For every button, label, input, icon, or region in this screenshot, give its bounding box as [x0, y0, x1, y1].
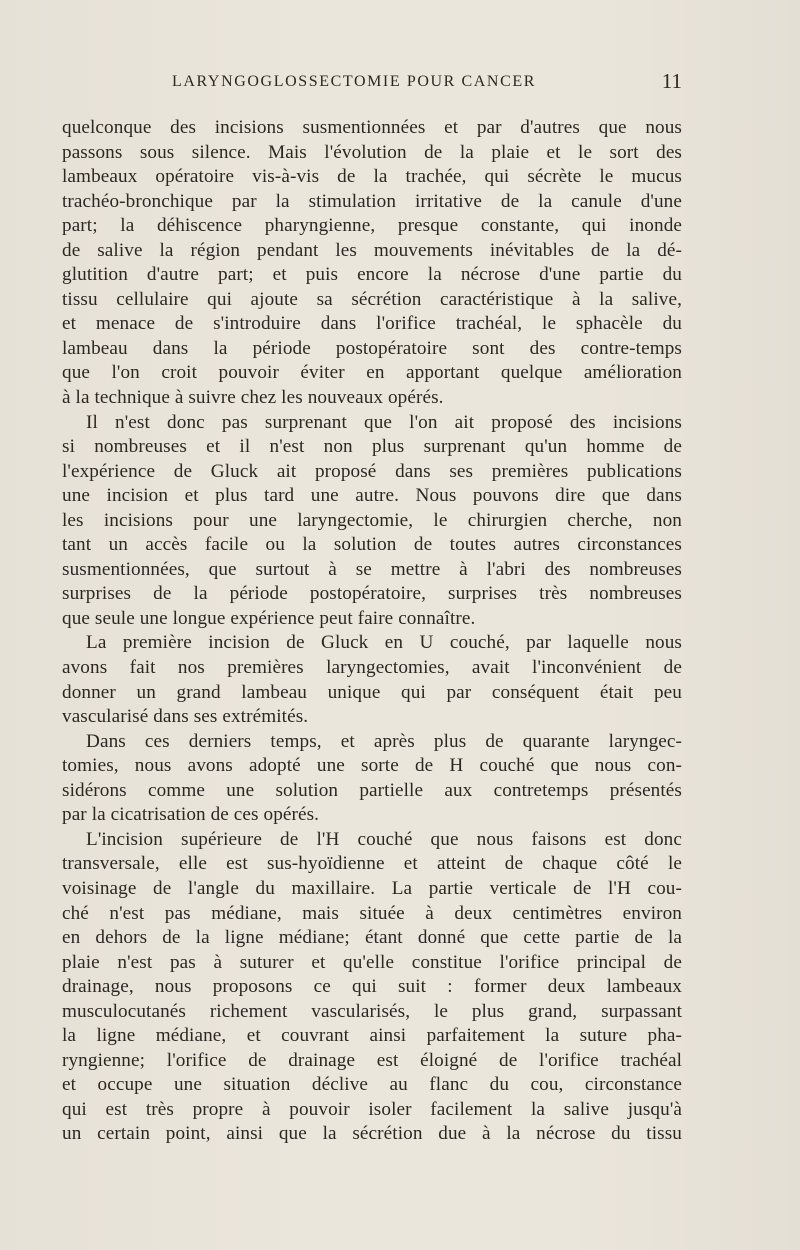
- running-head: [62, 69, 682, 97]
- text-line: transversale, elle est sus-hyoïdienne et atteint de chaque côté le: [62, 853, 682, 875]
- text-line: et menace de s'introduire dans l'orifice trachéal, le sphacèle du: [62, 313, 682, 335]
- text-line: vascularisé dans ses extrémités.: [62, 706, 309, 728]
- text-line: un certain point, ainsi que la sécrétion due à la nécrose du tissu: [62, 1123, 682, 1145]
- text-line: la ligne médiane, et couvrant ainsi parfaitement la suture pha-: [62, 1025, 682, 1047]
- text-line: quelconque des incisions susmentionnées et par d'autres que nous: [62, 117, 682, 138]
- text-line: à la technique à suivre chez les nouveaux opérés.: [62, 387, 444, 409]
- text-line: que l'on croit pouvoir éviter en apportant quelque amélioration: [62, 362, 682, 384]
- text-line: par la cicatrisation de ces opérés.: [62, 804, 320, 826]
- text-line: glutition d'autre part; et puis encore la nécrose d'une partie du: [62, 264, 682, 286]
- text-line: surprises de la période postopératoire, surprises très nombreuses: [62, 583, 682, 605]
- text-line: part; la déhiscence pharyngienne, presque constante, qui inonde: [62, 215, 682, 237]
- text-line: sidérons comme une solution partielle aux contretemps présentés: [62, 779, 682, 801]
- text-line: si nombreuses et il n'est non plus surprenant qu'un homme de: [62, 436, 682, 458]
- text-line: musculocutanés richement vascularisés, le plus grand, surpassant: [62, 1000, 682, 1022]
- text-line: les incisions pour une laryngectomie, le chirurgien cherche, non: [62, 509, 682, 531]
- text-line: lambeaux opératoire vis-à-vis de la trachée, qui sécrète le mucus: [62, 166, 682, 188]
- text-line: Dans ces derniers temps, et après plus de quarante laryngec-: [86, 730, 682, 752]
- text-line: donner un grand lambeau unique qui par conséquent était peu: [62, 681, 682, 703]
- page-number: 11: [661, 69, 682, 93]
- text-line: Il n'est donc pas surprenant que l'on ait proposé des incisions: [86, 411, 682, 433]
- text-line: tant un accès facile ou la solution de toutes autres circonstances: [62, 534, 682, 556]
- text-line: en dehors de la ligne médiane; étant donné que cette partie de la: [62, 927, 682, 949]
- text-line: l'expérience de Gluck ait proposé dans ses premières publications: [62, 460, 682, 482]
- text-line: que seule une longue expérience peut faire connaître.: [62, 607, 476, 629]
- running-title: LARYNGOGLOSSECTOMIE POUR CANCER: [172, 73, 537, 90]
- text-line: ryngienne; l'orifice de drainage est éloigné de l'orifice trachéal: [62, 1049, 682, 1071]
- text-line: tissu cellulaire qui ajoute sa sécrétion caractéristique à la salive,: [62, 288, 682, 310]
- text-line: voisinage de l'angle du maxillaire. La partie verticale de l'H cou-: [62, 877, 682, 899]
- text-line: tomies, nous avons adopté une sorte de H couché que nous con-: [62, 755, 682, 777]
- text-line: passons sous silence. Mais l'évolution de la plaie et le sort des: [62, 141, 682, 163]
- text-line: plaie n'est pas à suturer et qu'elle constitue l'orifice principal de: [62, 951, 682, 973]
- text-line: avons fait nos premières laryngectomies, avait l'inconvénient de: [62, 657, 682, 679]
- text-line: La première incision de Gluck en U couché, par laquelle nous: [86, 632, 682, 654]
- text-line: et occupe une situation déclive au flanc du cou, circonstance: [62, 1074, 682, 1096]
- text-line: drainage, nous proposons ce qui suit : former deux lambeaux: [62, 976, 682, 998]
- text-line: ché n'est pas médiane, mais située à deux centimètres environ: [62, 902, 682, 924]
- text-line: trachéo-bronchique par la stimulation irritative de la canule d'une: [62, 190, 682, 212]
- text-line: susmentionnées, que surtout à se mettre à l'abri des nombreuses: [62, 558, 682, 580]
- text-line: lambeau dans la période postopératoire sont des contre-temps: [62, 337, 682, 359]
- text-line: L'incision supérieure de l'H couché que nous faisons est donc: [86, 828, 682, 850]
- text-line: qui est très propre à pouvoir isoler facilement la salive jusqu'à: [62, 1098, 682, 1120]
- body-text: [62, 116, 682, 1147]
- text-line: de salive la région pendant les mouvements inévitables de la dé-: [62, 239, 682, 261]
- text-line: une incision et plus tard une autre. Nous pouvons dire que dans: [62, 485, 682, 507]
